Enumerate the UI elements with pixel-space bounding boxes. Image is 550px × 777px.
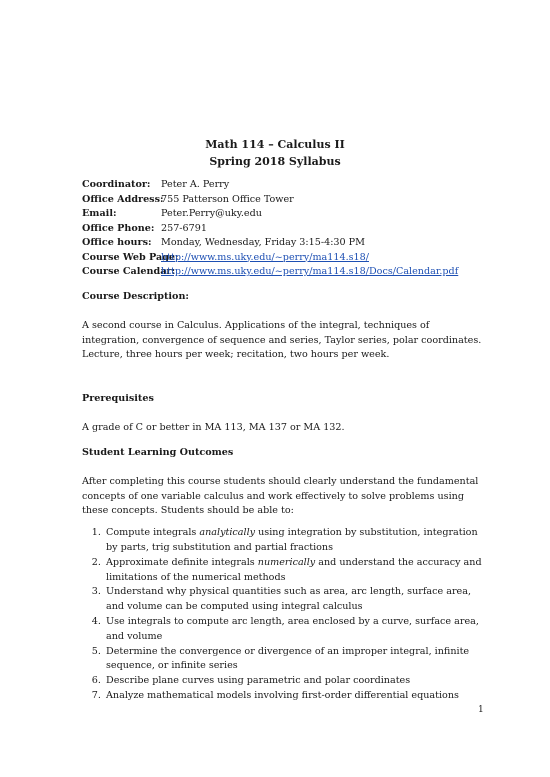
info-label: Office Address: (82, 193, 164, 205)
info-row (82, 251, 482, 266)
syllabus-subtitle: Spring 2018 Syllabus (209, 155, 341, 168)
prerequisites-heading: Prerequisites (82, 393, 154, 404)
prerequisites-text: A grade of C or better in MA 113, MA 137 or MA 132. (82, 421, 345, 433)
info-label: Course Calendar: (82, 266, 176, 277)
info-value: 755 Patterson Office Tower (161, 193, 294, 205)
outcomes-list (82, 526, 482, 704)
outcome-text-pre: Use integrals to compute arc length, area enclosed by a curve, surface area, and volume (106, 615, 479, 642)
info-label: Coordinator: (82, 179, 151, 190)
prerequisites-section (82, 392, 482, 436)
outcomes-heading: Student Learning Outcomes (82, 447, 234, 458)
info-row (82, 193, 482, 208)
info-row (82, 207, 482, 222)
outcome-item (104, 645, 482, 675)
info-row (82, 222, 482, 237)
outcomes-intro: After completing this course students should clearly understand the fundamental concepts of one variable calculus and work effectively to solve problems using these concepts. Students should be able to: (82, 475, 479, 517)
outcome-text-pre: Analyze mathematical models involving first-order differential equations (106, 689, 459, 701)
info-row (82, 178, 482, 193)
info-label: Course Web Page: (82, 251, 179, 263)
course-title: Math 114 – Calculus II (205, 138, 345, 151)
info-link[interactable]: http://www.ms.uky.edu/~perry/ma114.s18/ (161, 251, 369, 263)
outcome-item (104, 556, 482, 586)
info-label: Office hours: (82, 237, 152, 248)
info-value: Peter A. Perry (161, 179, 230, 190)
info-value: Monday, Wednesday, Friday 3:15-4:30 PM (161, 237, 365, 248)
outcome-text-pre: Understand why physical quantities such as area, arc length, surface area, and volume can be computed using integral calculus (106, 586, 471, 613)
course-description-section (82, 290, 482, 363)
outcome-text-pre: Determine the convergence or divergence of an improper integral, infinite sequence, or infinite series (106, 645, 470, 672)
outcome-text-post: using integration by substitution, integration by parts, trig substitution and partial fractions (106, 527, 478, 553)
outcome-text-pre: Describe plane curves using parametric and polar coordinates (106, 675, 411, 687)
info-label: Email: (82, 208, 117, 219)
outcome-text-pre: Approximate definite integrals (106, 556, 258, 568)
outcome-item (104, 526, 482, 556)
outcome-item (104, 585, 482, 615)
outcome-item (104, 615, 482, 645)
info-row (82, 265, 482, 280)
outcome-item (104, 689, 482, 704)
info-label: Office Phone: (82, 222, 155, 234)
document-title (0, 136, 550, 170)
outcome-text-em: analytically (199, 527, 256, 539)
outcome-text-post: and understand the accuracy and limitations of the numerical methods (106, 556, 482, 583)
outcome-item (104, 674, 482, 689)
outcome-text-em: numerically (257, 556, 316, 568)
course-description-text: A second course in Calculus. Applications of the integral, techniques of integration, convergence of sequence and series, Taylor series, polar coordinates. Lecture, three hours per week; recitation, two hours per week. (82, 319, 482, 361)
page-number: 1 (478, 705, 484, 715)
outcome-text-pre: Compute integrals (106, 527, 200, 539)
info-value: Peter.Perry@uky.edu (161, 208, 262, 219)
info-value: 257-6791 (161, 222, 207, 234)
contact-info (82, 178, 482, 280)
course-description-heading: Course Description: (82, 291, 189, 302)
outcomes-section (82, 446, 482, 704)
info-link[interactable]: http://www.ms.uky.edu/~perry/ma114.s18/Docs/Calendar.pdf (161, 266, 459, 277)
info-row (82, 236, 482, 251)
